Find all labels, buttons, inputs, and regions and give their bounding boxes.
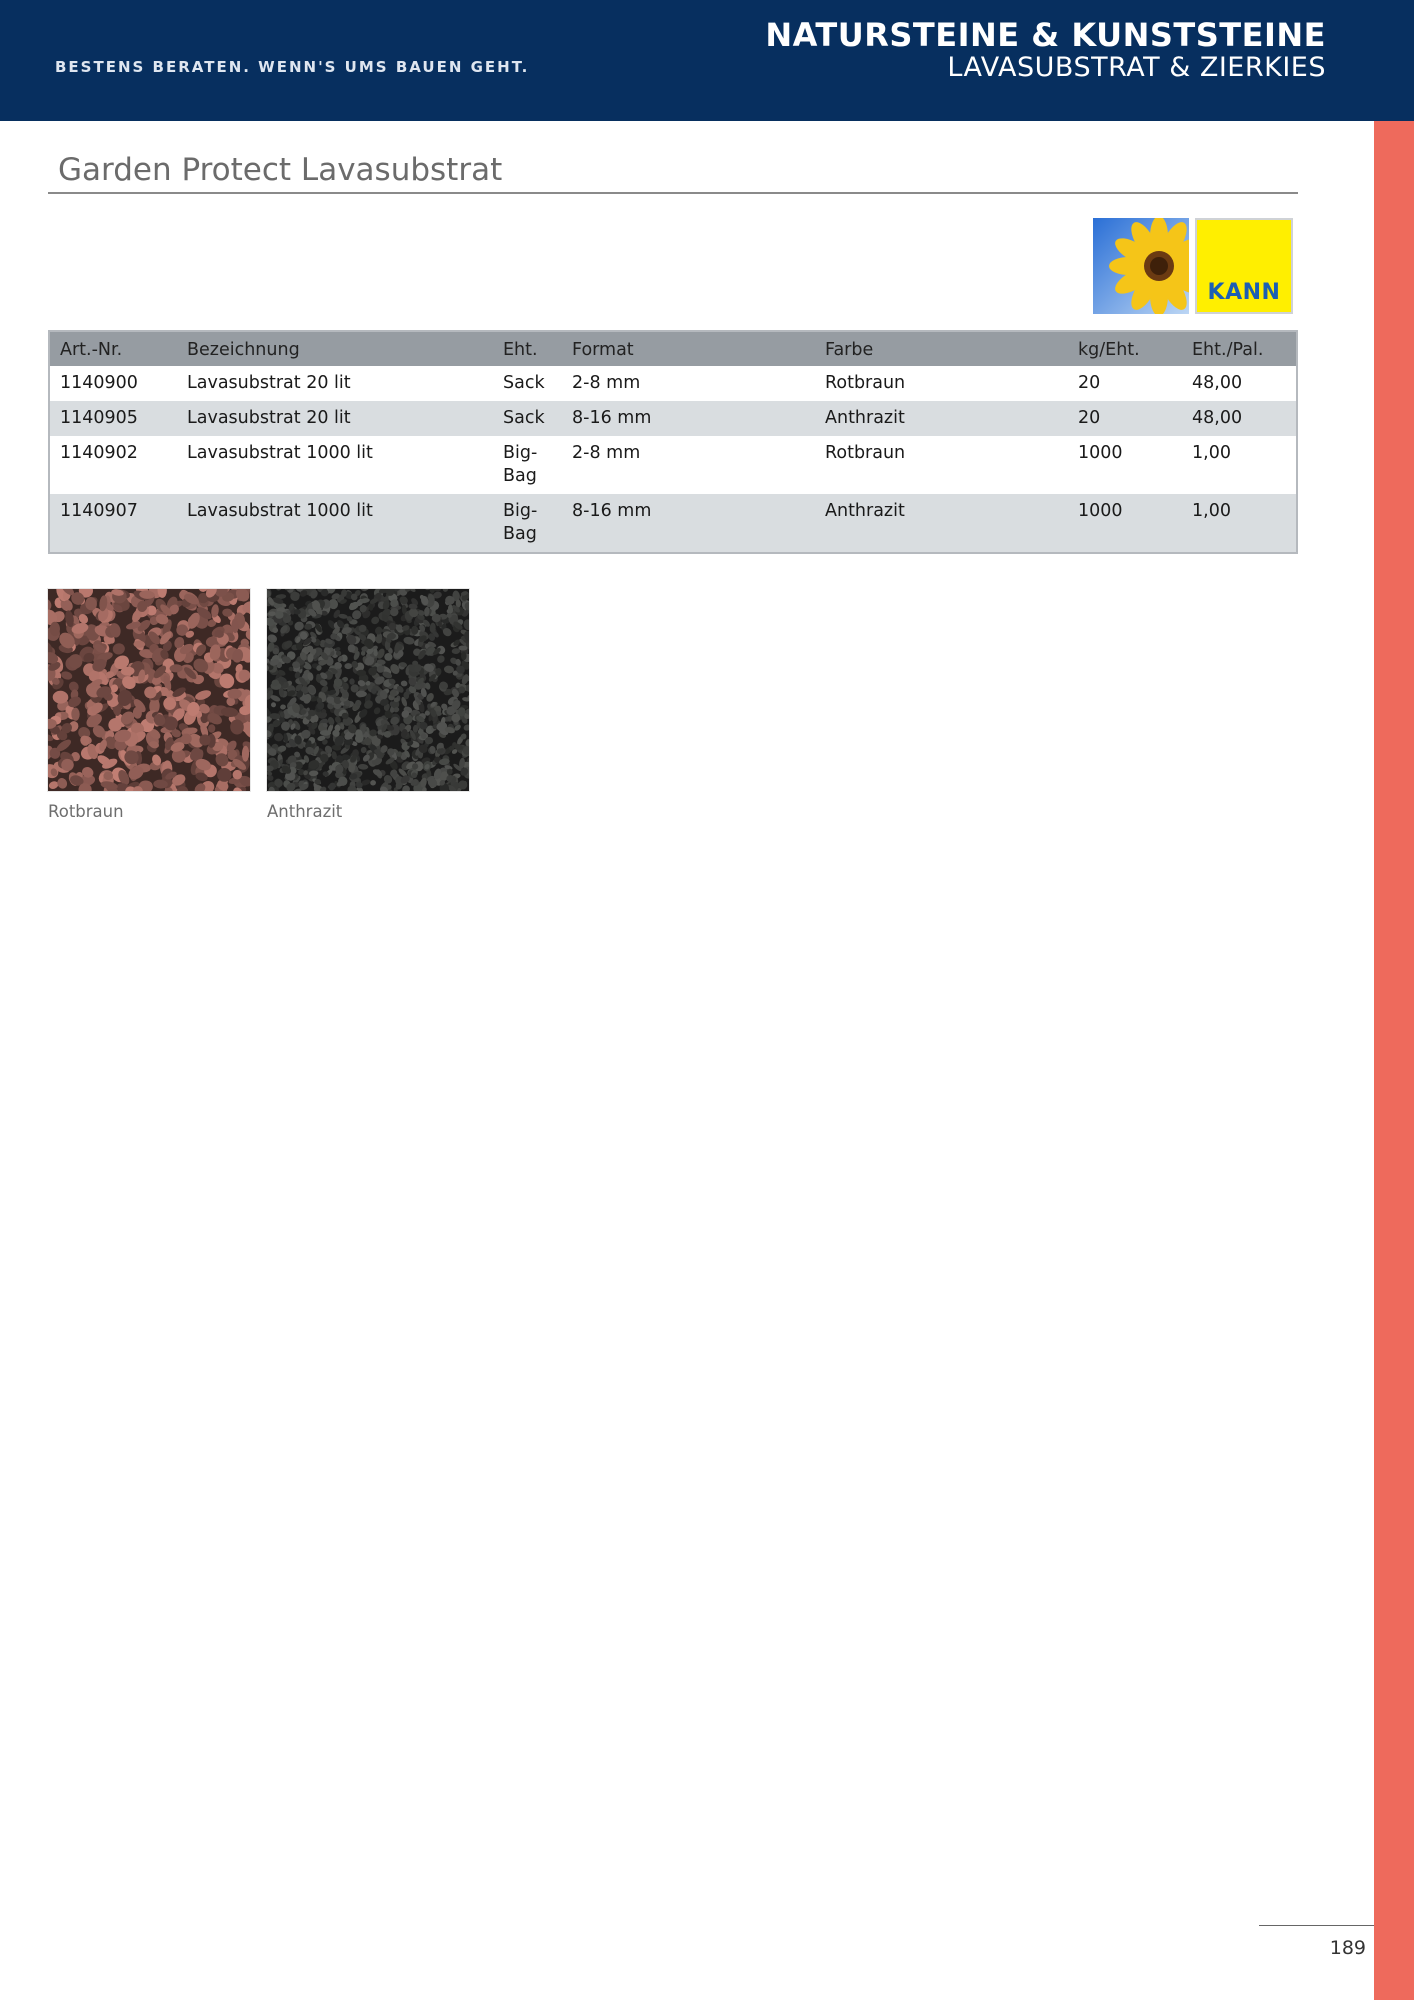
kann-brand-logo [1195, 218, 1293, 314]
table-cell: 1140902 [60, 443, 138, 463]
swatch-label-anthrazit: Anthrazit [267, 802, 343, 821]
table-cell: Lavasubstrat 20 lit [187, 373, 351, 393]
table-cell: Big-Bag [503, 501, 538, 544]
gravel-texture-icon [267, 589, 469, 791]
section-title: Garden Protect Lavasubstrat [58, 152, 503, 188]
table-cell: Big-Bag [503, 443, 538, 486]
table-cell: 48,00 [1192, 373, 1243, 393]
product-table [48, 330, 1298, 554]
table-cell: Lavasubstrat 1000 lit [187, 501, 373, 521]
table-cell: 8-16 mm [572, 501, 652, 521]
column-header: Eht./Pal. [1192, 340, 1264, 360]
side-accent-strip [1374, 121, 1414, 2000]
table-cell: 2-8 mm [572, 373, 641, 393]
table-cell: Rotbraun [825, 443, 906, 463]
table-row [50, 436, 1296, 494]
table-cell: Rotbraun [825, 373, 906, 393]
table-cell: Sack [503, 373, 545, 393]
column-header: Farbe [825, 340, 874, 360]
table-row [50, 401, 1296, 436]
column-header: Format [572, 340, 634, 360]
table-cell: 1140905 [60, 408, 138, 428]
table-cell: 1140900 [60, 373, 138, 393]
table-cell: 1,00 [1192, 443, 1231, 463]
swatch-image-anthrazit [267, 589, 469, 791]
table-cell: 1000 [1078, 443, 1123, 463]
sunflower-logo-icon [1093, 218, 1189, 314]
table-row [50, 494, 1296, 552]
kann-logo-text: KANN [1207, 280, 1281, 305]
table-cell: 20 [1078, 373, 1101, 393]
column-header: Bezeichnung [187, 340, 300, 360]
table-cell: Sack [503, 408, 545, 428]
header-slogan: BESTENS BERATEN. WENN'S UMS BAUEN GEHT. [55, 58, 530, 76]
table-cell: 1140907 [60, 501, 138, 521]
page-number: 189 [1329, 1937, 1366, 1959]
column-header: Art.-Nr. [60, 340, 123, 360]
table-cell: Anthrazit [825, 501, 905, 521]
table-cell: 20 [1078, 408, 1101, 428]
title-divider [48, 192, 1298, 194]
table-cell: 1000 [1078, 501, 1123, 521]
table-cell: Anthrazit [825, 408, 905, 428]
table-cell: Lavasubstrat 20 lit [187, 408, 351, 428]
gravel-texture-icon [48, 589, 250, 791]
table-cell: 8-16 mm [572, 408, 652, 428]
column-header: Eht. [503, 340, 538, 360]
swatch-image-rotbraun [48, 589, 250, 791]
column-header: kg/Eht. [1078, 340, 1140, 360]
table-cell: 1,00 [1192, 501, 1231, 521]
table-row [50, 366, 1296, 401]
footer-divider [1259, 1925, 1374, 1926]
table-header-row [50, 332, 1296, 366]
header-title: NATURSTEINE & KUNSTSTEINE [765, 16, 1326, 54]
table-cell: 2-8 mm [572, 443, 641, 463]
table-cell: Lavasubstrat 1000 lit [187, 443, 373, 463]
page-header [0, 0, 1414, 121]
table-cell: 48,00 [1192, 408, 1243, 428]
swatch-label-rotbraun: Rotbraun [48, 802, 124, 821]
header-subtitle: LAVASUBSTRAT & ZIERKIES [947, 52, 1326, 83]
